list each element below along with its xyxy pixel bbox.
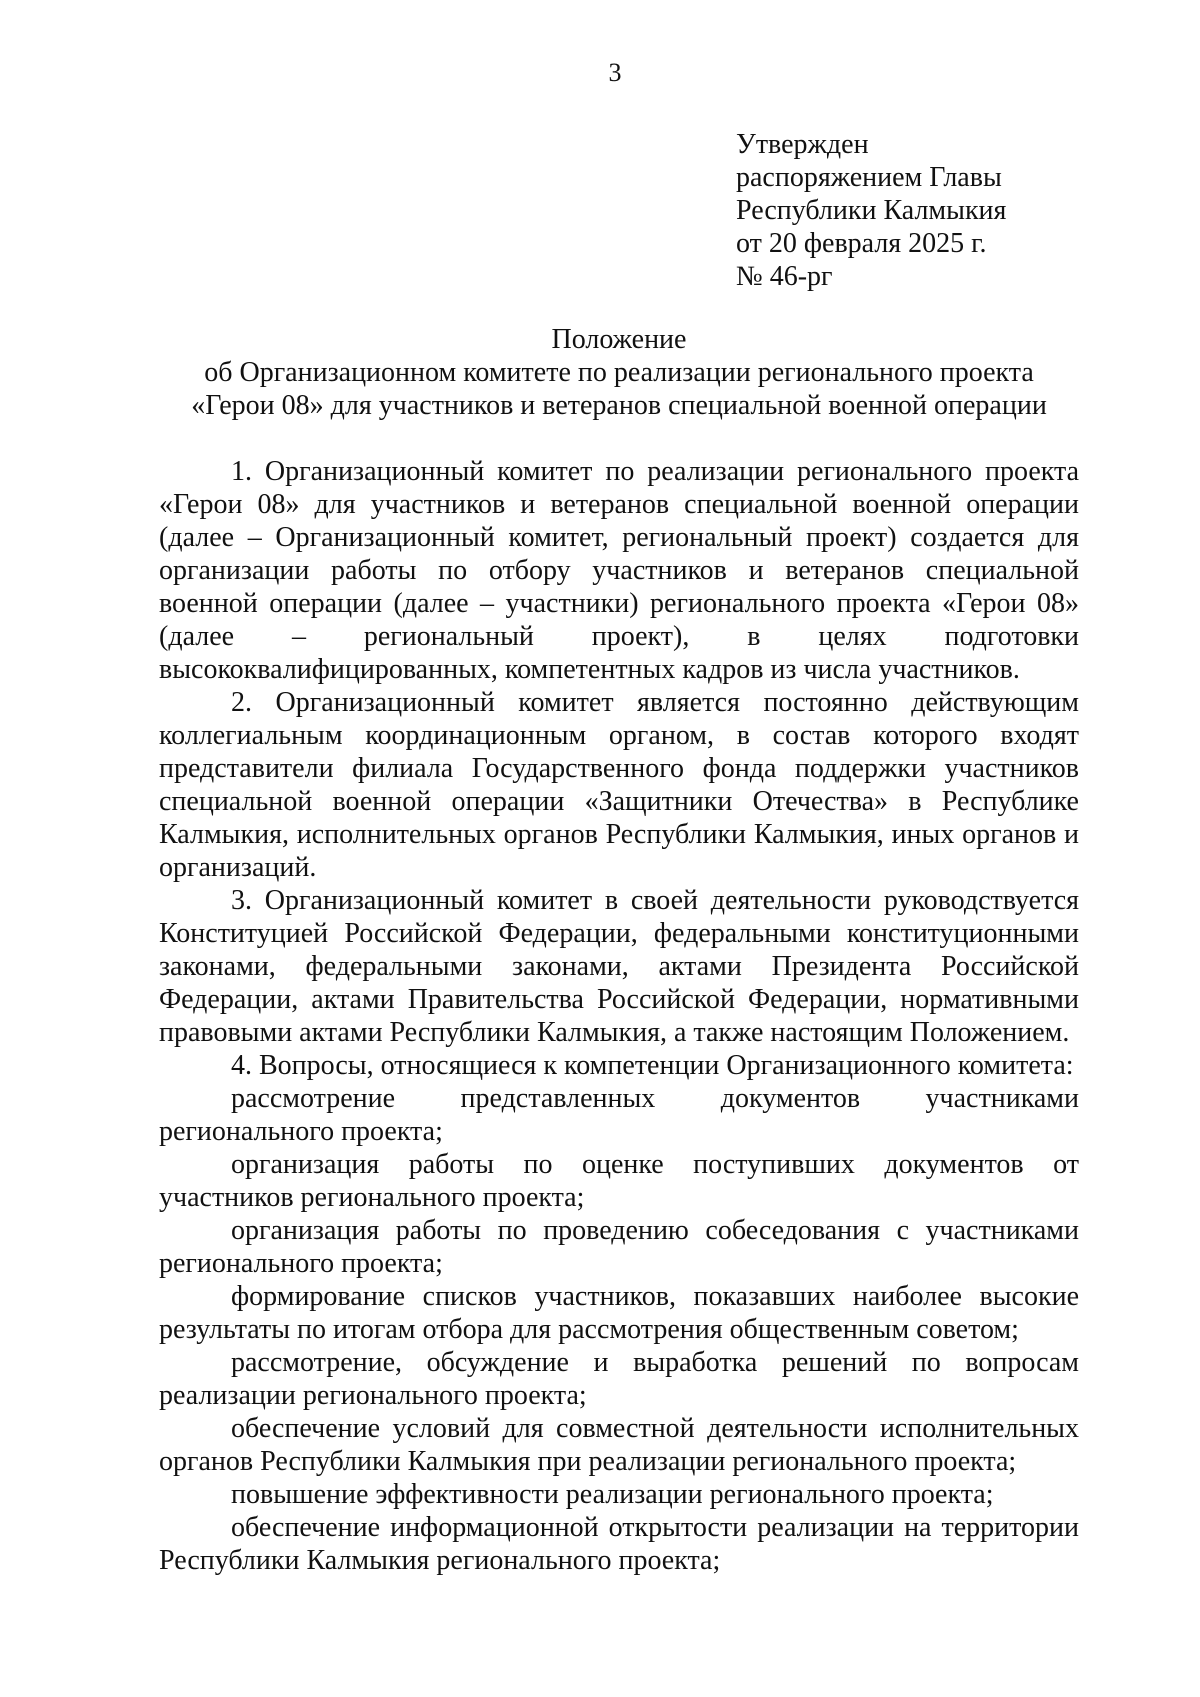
list-item: рассмотрение представленных документов участниками регионального проекта;: [159, 1083, 1079, 1147]
approval-line: от 20 февраля 2025 г.: [736, 228, 987, 259]
list-item: рассмотрение, обсуждение и выработка решений по вопросам реализации регионального проекта;: [159, 1347, 1079, 1411]
document-title: Положение: [551, 324, 687, 355]
document-body: [159, 455, 1079, 1577]
list-item: формирование списков участников, показавших наиболее высокие результаты по итогам отбора для рассмотрения общественным советом;: [159, 1281, 1079, 1345]
page-number: 3: [608, 58, 622, 87]
paragraph-3: 3. Организационный комитет в своей деятельности руководствуется Конституцией Российской Федерации, федеральными конституционными законами, федеральными законами, актами Президента Российской Федерации, актами Правительства Российской Федерации, нормативными правовыми актами Республики Калмыкия, а также настоящим Положением.: [159, 885, 1079, 1048]
list-item: обеспечение условий для совместной деятельности исполнительных органов Республики Калмыкия при реализации регионального проекта;: [159, 1413, 1079, 1477]
document-subtitle: об Организационном комитете по реализации регионального проекта «Герои 08» для участников и ветеранов специальной военной операции: [191, 357, 1047, 421]
document-heading: [160, 323, 1078, 422]
paragraph-2: 2. Организационный комитет является постоянно действующим коллегиальным координационным органом, в состав которого входят представители филиала Государственного фонда поддержки участников специальной военной операции «Защитники Отечества» в Республике Калмыкия, исполнительных органов Республики Калмыкия, иных органов и организаций.: [159, 687, 1079, 883]
approval-line: № 46-рг: [736, 261, 833, 292]
paragraph-1: 1. Организационный комитет по реализации регионального проекта «Герои 08» для участников и ветеранов специальной военной операции (далее – Организационный комитет, региональный проект) создается для организации работы по отбору участников и ветеранов специальной военной операции (далее – участники) регионального проекта «Герои 08» (далее – региональный проект), в целях подготовки высококвалифицированных, компетентных кадров из числа участников.: [159, 456, 1079, 685]
list-item: обеспечение информационной открытости реализации на территории Республики Калмыкия регионального проекта;: [159, 1512, 1079, 1576]
list-item: организация работы по проведению собеседования с участниками регионального проекта;: [159, 1215, 1079, 1279]
approval-line: Республики Калмыкия: [736, 195, 1007, 226]
list-item: организация работы по оценке поступивших документов от участников регионального проекта;: [159, 1149, 1079, 1213]
approval-line: распоряжением Главы: [736, 162, 1002, 193]
paragraph-4: 4. Вопросы, относящиеся к компетенции Организационного комитета:: [231, 1050, 1074, 1081]
approval-line: Утвержден: [736, 129, 869, 160]
list-item: повышение эффективности реализации регионального проекта;: [231, 1479, 994, 1510]
approval-block: [736, 128, 1006, 293]
